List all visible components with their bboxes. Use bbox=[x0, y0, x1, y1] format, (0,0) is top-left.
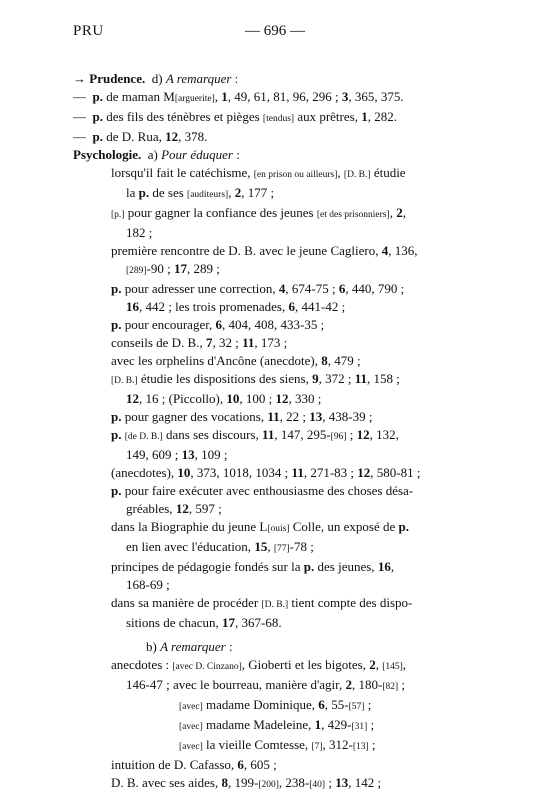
index-line: 146-47 ; avec le bourreau, manière d'agir, 2, 180-[82] ; bbox=[126, 677, 406, 692]
index-line: anecdotes : [avec D. Cinzano], Gioberti et les bigotes, 2, [145], bbox=[111, 657, 407, 672]
index-line: b) A remarquer : bbox=[146, 639, 233, 654]
index-line: (anecdotes), 10, 373, 1018, 1034 ; 11, 271-83 ; 12, 580-81 ; bbox=[111, 465, 421, 480]
index-line: avec les orphelins d'Ancône (anecdote), 8, 479 ; bbox=[111, 353, 361, 368]
index-line: [p.] pour gagner la confiance des jeunes [et des prisonniers], 2, bbox=[111, 205, 406, 220]
index-entries bbox=[73, 70, 473, 794]
index-line: [avec] madame Dominique, 6, 55-[57] ; bbox=[179, 697, 372, 712]
index-line: p. pour adresser une correction, 4, 674-75 ; 6, 440, 790 ; bbox=[111, 281, 405, 296]
index-line: p. pour gagner des vocations, 11, 22 ; 13, 438-39 ; bbox=[111, 409, 373, 424]
index-line: la p. de ses [auditeurs], 2, 177 ; bbox=[126, 185, 275, 200]
index-line: — p. de D. Rua, 12, 378. bbox=[73, 129, 208, 144]
index-line: principes de pédagogie fondés sur la p. des jeunes, 16, bbox=[111, 559, 395, 574]
index-line: 182 ; bbox=[126, 225, 153, 240]
index-line: dans sa manière de procéder [D. B.] tient compte des dispo- bbox=[111, 595, 413, 610]
index-line: — p. des fils des ténèbres et pièges [tendus] aux prêtres, 1, 282. bbox=[73, 109, 397, 124]
index-line: 12, 16 ; (Piccollo), 10, 100 ; 12, 330 ; bbox=[126, 391, 322, 406]
index-line: conseils de D. B., 7, 32 ; 11, 173 ; bbox=[111, 335, 288, 350]
page-number: — 696 — bbox=[245, 23, 305, 39]
index-line: D. B. avec ses aides, 8, 199-[200], 238-[40] ; 13, 142 ; bbox=[111, 775, 382, 790]
index-line: Psychologie. a) Pour éduquer : bbox=[73, 147, 240, 162]
index-line: p. pour faire exécuter avec enthousiasme des choses désa- bbox=[111, 483, 414, 498]
index-line: en lien avec l'éducation, 15, [77]-78 ; bbox=[126, 539, 314, 554]
index-line: → Prudence. d) A remarquer : bbox=[73, 71, 239, 86]
index-line: [289]-90 ; 17, 289 ; bbox=[126, 261, 220, 276]
index-line: sitions de chacun, 17, 367-68. bbox=[126, 615, 282, 630]
index-line: première rencontre de D. B. avec le jeune Cagliero, 4, 136, bbox=[111, 243, 418, 258]
index-line: [avec] la vieille Comtesse, [7], 312-[13] ; bbox=[179, 737, 376, 752]
index-line: p. pour encourager, 6, 404, 408, 433-35 ; bbox=[111, 317, 325, 332]
index-line: intuition de D. Cafasso, 6, 605 ; bbox=[111, 757, 277, 772]
index-line: dans la Biographie du jeune L[ouis] Colle, un exposé de p. bbox=[111, 519, 410, 534]
index-line: lorsqu'il fait le catéchisme, [en prison ou ailleurs], [D. B.] étudie bbox=[111, 165, 406, 180]
index-line: — p. de maman M[arguerite], 1, 49, 61, 81, 96, 296 ; 3, 365, 375. bbox=[73, 89, 404, 104]
index-line: [avec] madame Madeleine, 1, 429-[31] ; bbox=[179, 717, 375, 732]
index-line: 149, 609 ; 13, 109 ; bbox=[126, 447, 228, 462]
running-head-section: PRU bbox=[73, 23, 104, 39]
index-line: p. [de D. B.] dans ses discours, 11, 147, 295-[96] ; 12, 132, bbox=[111, 427, 399, 442]
index-line: 16, 442 ; les trois promenades, 6, 441-42 ; bbox=[126, 299, 346, 314]
index-line: [D. B.] étudie les dispositions des siens, 9, 372 ; 11, 158 ; bbox=[111, 371, 400, 386]
index-line: 168-69 ; bbox=[126, 577, 170, 592]
index-line: gréables, 12, 597 ; bbox=[126, 501, 222, 516]
